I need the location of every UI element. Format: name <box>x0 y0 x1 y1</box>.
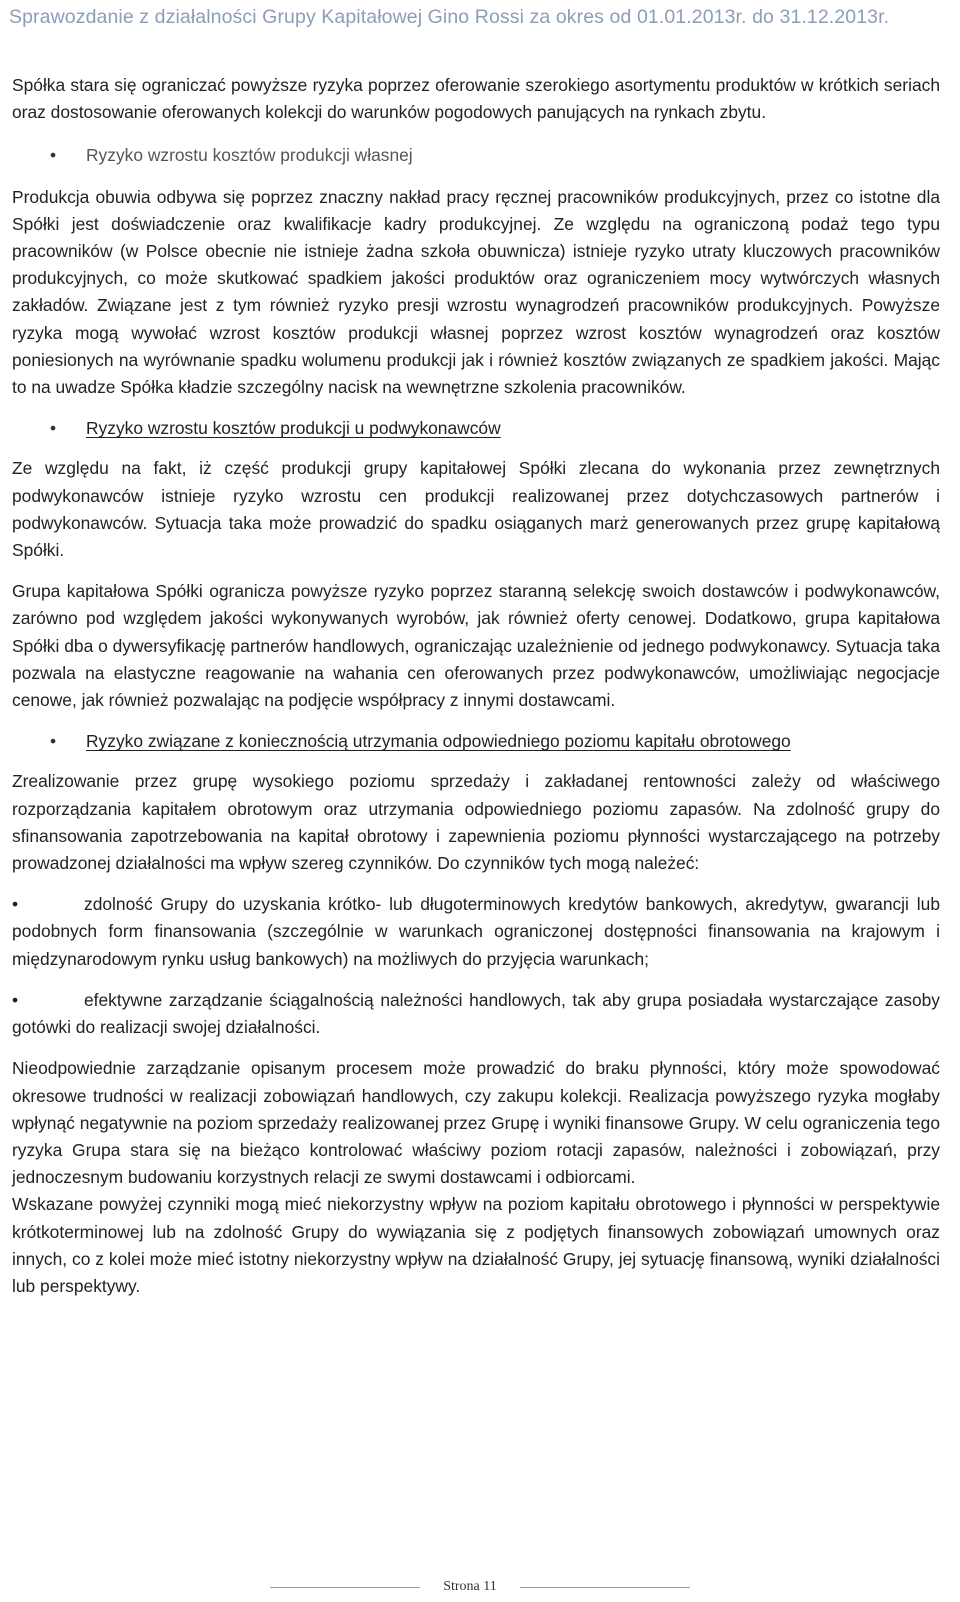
paragraph-4: Grupa kapitałowa Spółki ogranicza powyższe ryzyko poprzez staranną selekcję swoich dostawców i podwykonawców, zarówno pod względem jakości wykonywanych wyrobów, jak również oferty cenowej. Dodatkowo, grupa kapitałowa Spółki dba o dywersyfikację partnerów handlowych, ograniczając uzależnienie od jednego podwykonawcy. Sytuacja taka pozwala na elastyczne reagowanie na wahania cen oferowanych przez podwykonawców, umożliwiając negocjacje cenowe, jak również pozwalając na podjęcie współpracy z innymi dostawcami. <box>12 581 940 711</box>
bullet-icon: • <box>12 989 19 1010</box>
paragraph-1: Spółka stara się ograniczać powyższe ryzyka poprzez oferowanie szerokiego asortymentu produktów w krótkich seriach oraz dostosowanie oferowanych kolekcji do warunków pogodowych panujących na rynkach zbytu. <box>12 75 940 123</box>
list-item-credit <box>12 891 940 973</box>
list-item-text: zdolność Grupy do uzyskania krótko- lub długoterminowych kredytów bankowych, akredytyw, gwarancji lub podobnych form finansowania (szczególnie w warunkach ograniczonej dostępności finansowania na krajowym i międzynarodowym rynku usług bankowych) na możliwych do przyjęcia warunkach; <box>12 894 940 969</box>
heading-label: Ryzyko związane z koniecznością utrzymania odpowiedniego poziomu kapitału obrotowego <box>86 731 791 752</box>
paragraph-2: Produkcja obuwia odbywa się poprzez znaczny nakład pracy ręcznej pracowników produkcyjnych, przez co istotne dla Spółki jest doświadczenie oraz kwalifikacje kadry produkcyjnej. Ze względu na ograniczoną podaż tego typu pracowników (w Polsce obecnie nie istnieje żadna szkoła obuwnicza) istnieje ryzyko utraty kluczowych pracowników produkcyjnych, co może skutkować spadkiem jakości produktów oraz ograniczeniem mocy wytwórczych własnych zakładów. Związane jest z tym również ryzyko presji wzrostu wynagrodzeń pracowników produkcyjnych. Powyższe ryzyka mogą wywołać wzrost kosztów produkcji własnej poprzez wzrost kosztów wynagrodzeń oraz kosztów poniesionych na wyrównanie spadku wolumenu produkcji jak i również kosztów związanych ze spadkiem jakości. Mając to na uwadze Spółka kładzie szczególny nacisk na wewnętrzne szkolenia pracowników. <box>12 186 940 398</box>
bullet-icon: • <box>50 145 57 166</box>
heading-label: Ryzyko wzrostu kosztów produkcji u podwykonawców <box>86 418 501 439</box>
bullet-icon: • <box>12 894 19 915</box>
paragraph-3: Ze względu na fakt, iż część produkcji grupy kapitałowej Spółki zlecana do wykonania przez zewnętrznych podwykonawców istnieje ryzyko wzrostu cen produkcji realizowanej przez dotychczasowych partnerów i podwykonawców. Sytuacja taka może prowadzić do spadku osiąganych marż generowanych przez grupę kapitałową Spółki. <box>12 458 940 561</box>
document-header: Sprawozdanie z działalności Grupy Kapitałowej Gino Rossi za okres od 01.01.2013r. do 31.12.2013r. <box>9 6 890 28</box>
paragraph-6: Nieodpowiednie zarządzanie opisanym procesem może prowadzić do braku płynności, który może spowodować okresowe trudności w realizacji zobowiązań handlowych, czy zakupu kolekcji. Realizacja powyższego ryzyka mogłaby wpłynąć negatywnie na poziom sprzedaży realizowanej przez Grupę i wyniki finansowe Grupy. W celu ograniczenia tego ryzyka Grupa stara się na bieżąco kontrolować właściwy poziom rotacji zapasów, należności i zobowiązań, przy jednoczesnym budowaniu korzystnych relacji ze swymi dostawcami i odbiorcami. <box>12 1058 940 1188</box>
risk-heading-subcontractor-costs <box>12 415 940 442</box>
bullet-icon: • <box>50 731 57 752</box>
paragraph-7: Wskazane powyżej czynniki mogą mieć niekorzystny wpływ na poziom kapitału obrotowego i płynności w perspektywie krótkoterminowej lub na zdolność Grupy do wywiązania się z podjętych finansowych zobowiązań umownych oraz innych, co z kolei może mieć istotny niekorzystny wpływ na działalność Grupy, jej sytuację finansową, wyniki działalności lub perspektywy. <box>12 1194 940 1296</box>
risk-heading-production-costs <box>12 142 940 169</box>
page-content <box>12 72 940 1300</box>
bullet-icon: • <box>50 418 57 439</box>
page-number: Strona 11 <box>420 1578 520 1596</box>
paragraph-5: Zrealizowanie przez grupę wysokiego poziomu sprzedaży i zakładanej rentowności zależy od właściwego rozporządzania kapitałem obrotowym oraz utrzymania odpowiedniego poziomu zapasów. Na zdolność grupy do sfinansowania zapotrzebowania na kapitał obrotowy i zapewnienia poziomu płynności wystarczającego na potrzeby prowadzonej działalności ma wpływ szereg czynników. Do czynników tych mogą należeć: <box>12 771 940 874</box>
list-item-text: efektywne zarządzanie ściągalnością należności handlowych, tak aby grupa posiadała wystarczające zasoby gotówki do realizacji swojej działalności. <box>12 989 940 1038</box>
heading-label: Ryzyko wzrostu kosztów produkcji własnej <box>86 145 413 166</box>
list-item-receivables <box>12 987 940 1041</box>
risk-heading-working-capital <box>12 728 940 755</box>
